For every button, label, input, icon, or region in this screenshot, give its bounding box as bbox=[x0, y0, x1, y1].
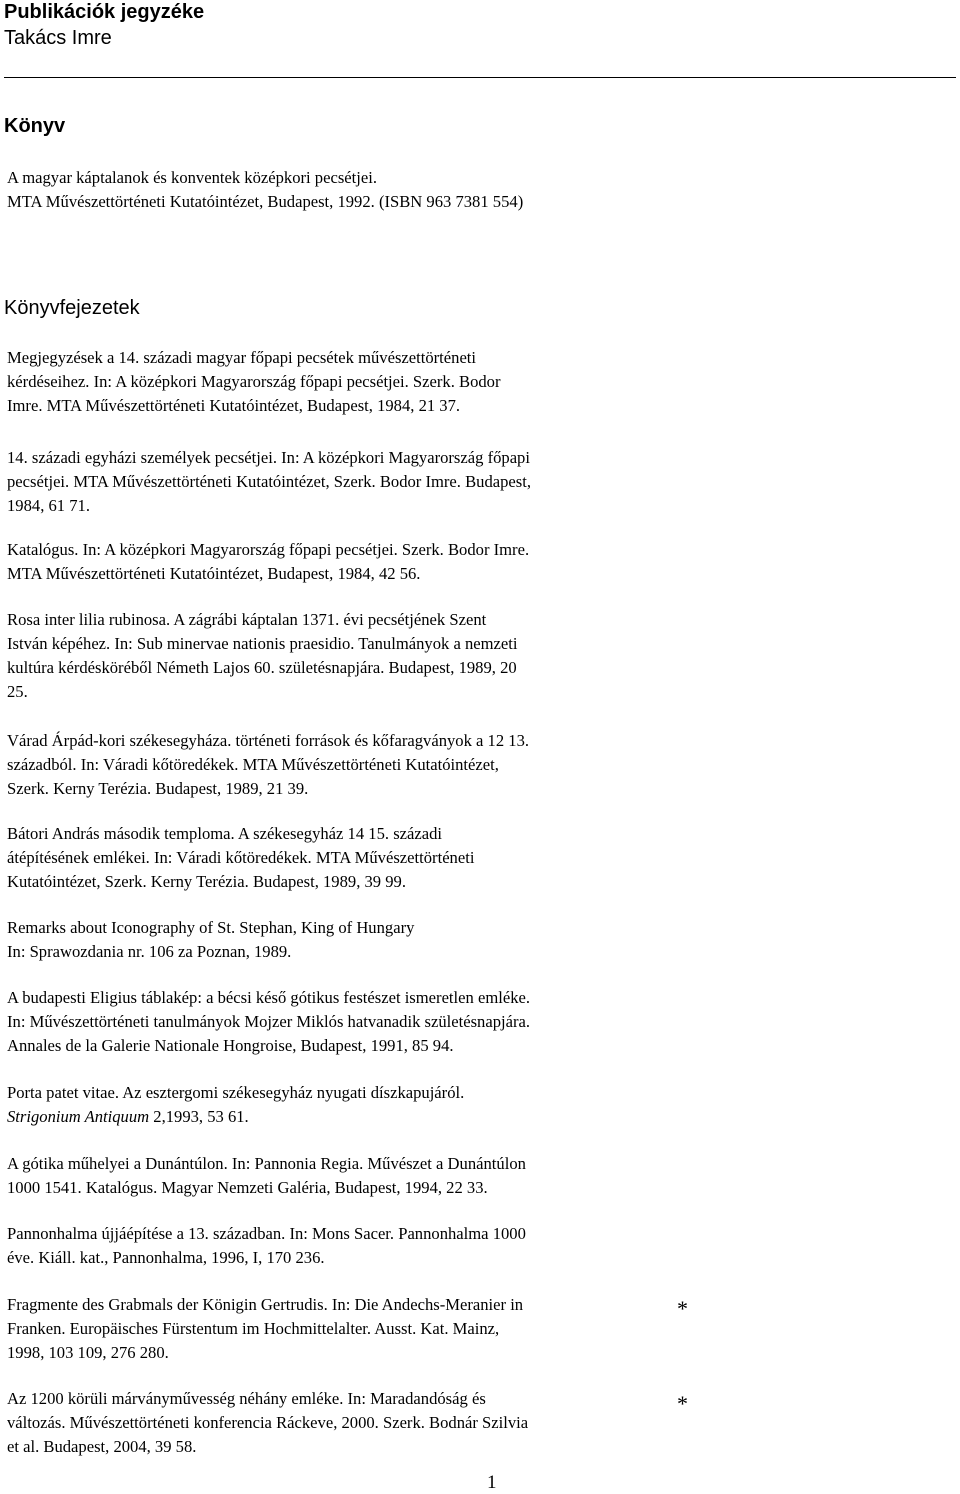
entry-line: 1000 1541. Katalógus. Magyar Nemzeti Galéria, Budapest, 1994, 22 33. bbox=[7, 1178, 488, 1197]
entry-line: A budapesti Eligius táblakép: a bécsi késő gótikus festészet ismeretlen emléke. bbox=[7, 988, 531, 1007]
section-heading-chapters: Könyvfejezetek bbox=[4, 297, 140, 319]
entry-line: In: Művészettörténeti tanulmányok Mojzer Miklós hatvanadik születésnapjára. bbox=[7, 1012, 531, 1031]
entry-line: 25. bbox=[7, 682, 28, 701]
chapter-entry-6 bbox=[7, 822, 672, 894]
entry-line: századból. In: Váradi kőtöredékek. MTA Művészettörténeti Kutatóintézet, bbox=[7, 755, 499, 774]
entry-line: Kutatóintézet, Szerk. Kerny Terézia. Budapest, 1989, 39 99. bbox=[7, 872, 406, 891]
chapter-entry-7 bbox=[7, 916, 672, 964]
entry-line: Rosa inter lilia rubinosa. A zágrábi káptalan 1371. évi pecsétjének Szent bbox=[7, 610, 487, 629]
chapter-entry-13 bbox=[7, 1387, 672, 1459]
entry-line: Várad Árpád-kori székesegyháza. történeti források és kőfaragványok a 12 13. bbox=[7, 731, 530, 750]
entry-line: MTA Művészettörténeti Kutatóintézet, Budapest, 1984, 42 56. bbox=[7, 564, 421, 583]
chapter-entry-3 bbox=[7, 538, 672, 586]
chapter-entry-9 bbox=[7, 1081, 672, 1129]
section-heading-book: Könyv bbox=[4, 115, 66, 137]
entry-line: A magyar káptalanok és konventek középkori pecsétjei. bbox=[7, 168, 378, 187]
entry-line: Porta patet vitae. Az esztergomi székesegyház nyugati díszkapujáról. bbox=[7, 1083, 465, 1102]
entry-line: Franken. Europäisches Fürstentum im Hochmittelalter. Ausst. Kat. Mainz, bbox=[7, 1319, 500, 1338]
entry-line: kultúra kérdésköréből Németh Lajos 60. születésnapjára. Budapest, 1989, 20 bbox=[7, 658, 517, 677]
chapter-entry-11 bbox=[7, 1222, 672, 1270]
entry-line: A gótika műhelyei a Dunántúlon. In: Pannonia Regia. Művészet a Dunántúlon bbox=[7, 1154, 526, 1173]
entry-line: kérdéseihez. In: A középkori Magyarország főpapi pecsétjei. Szerk. Bodor bbox=[7, 372, 501, 391]
journal-title: Strigonium Antiquum bbox=[7, 1107, 150, 1126]
chapter-entry-10 bbox=[7, 1152, 672, 1200]
entry-line: Annales de la Galerie Nationale Hongroise, Budapest, 1991, 85 94. bbox=[7, 1036, 454, 1055]
chapter-entry-5 bbox=[7, 729, 672, 801]
chapter-entry-2 bbox=[7, 446, 672, 518]
entry-line: Az 1200 körüli márványművesség néhány emléke. In: Maradandóság és bbox=[7, 1389, 486, 1408]
entry-line: átépítésének emlékei. In: Váradi kőtöredékek. MTA Művészettörténeti bbox=[7, 848, 475, 867]
entry-line: éve. Kiáll. kat., Pannonhalma, 1996, I, 170 236. bbox=[7, 1248, 325, 1267]
asterisk-marker: * bbox=[677, 1391, 688, 1416]
entry-line: Remarks about Iconography of St. Stephan, King of Hungary bbox=[7, 918, 415, 937]
document-title: Publikációk jegyzéke bbox=[4, 1, 205, 23]
entry-line: Imre. MTA Művészettörténeti Kutatóintézet, Budapest, 1984, 21 37. bbox=[7, 396, 461, 415]
entry-line: Szerk. Kerny Terézia. Budapest, 1989, 21 39. bbox=[7, 779, 309, 798]
chapter-entry-1 bbox=[7, 346, 672, 418]
entry-line: 1984, 61 71. bbox=[7, 496, 90, 515]
chapter-entry-8 bbox=[7, 986, 672, 1058]
entry-line: Pannonhalma újjáépítése a 13. században. In: Mons Sacer. Pannonhalma 1000 bbox=[7, 1224, 526, 1243]
entry-line: pecsétjei. MTA Művészettörténeti Kutatóintézet, Szerk. Bodor Imre. Budapest, bbox=[7, 472, 531, 491]
entry-line: változás. Művészettörténeti konferencia Ráckeve, 2000. Szerk. Bodnár Szilvia bbox=[7, 1413, 529, 1432]
entry-line: Megjegyzések a 14. századi magyar főpapi pecsétek művészettörténeti bbox=[7, 348, 477, 367]
entry-line bbox=[7, 1105, 672, 1129]
entry-line: et al. Budapest, 2004, 39 58. bbox=[7, 1437, 197, 1456]
entry-line: Bátori András második temploma. A székesegyház 14 15. századi bbox=[7, 824, 443, 843]
book-entry bbox=[7, 166, 672, 214]
journal-details: 2,1993, 53 61. bbox=[149, 1107, 249, 1126]
entry-line: In: Sprawozdania nr. 106 za Poznan, 1989. bbox=[7, 942, 292, 961]
entry-line: 14. századi egyházi személyek pecsétjei. In: A középkori Magyarország főpapi bbox=[7, 448, 530, 467]
entry-line: 1998, 103 109, 276 280. bbox=[7, 1343, 169, 1362]
entry-line: Katalógus. In: A középkori Magyarország főpapi pecsétjei. Szerk. Bodor Imre. bbox=[7, 540, 530, 559]
page-number: 1 bbox=[487, 1472, 497, 1493]
entry-line: MTA Művészettörténeti Kutatóintézet, Budapest, 1992. (ISBN 963 7381 554) bbox=[7, 192, 524, 211]
entry-line: Fragmente des Grabmals der Königin Gertrudis. In: Die Andechs-Meranier in bbox=[7, 1295, 524, 1314]
entry-line: István képéhez. In: Sub minervae nationis praesidio. Tanulmányok a nemzeti bbox=[7, 634, 518, 653]
chapter-entry-12 bbox=[7, 1293, 672, 1365]
author-name: Takács Imre bbox=[4, 27, 112, 49]
horizontal-rule bbox=[4, 77, 956, 78]
asterisk-marker: * bbox=[677, 1296, 688, 1321]
chapter-entry-4 bbox=[7, 608, 672, 704]
